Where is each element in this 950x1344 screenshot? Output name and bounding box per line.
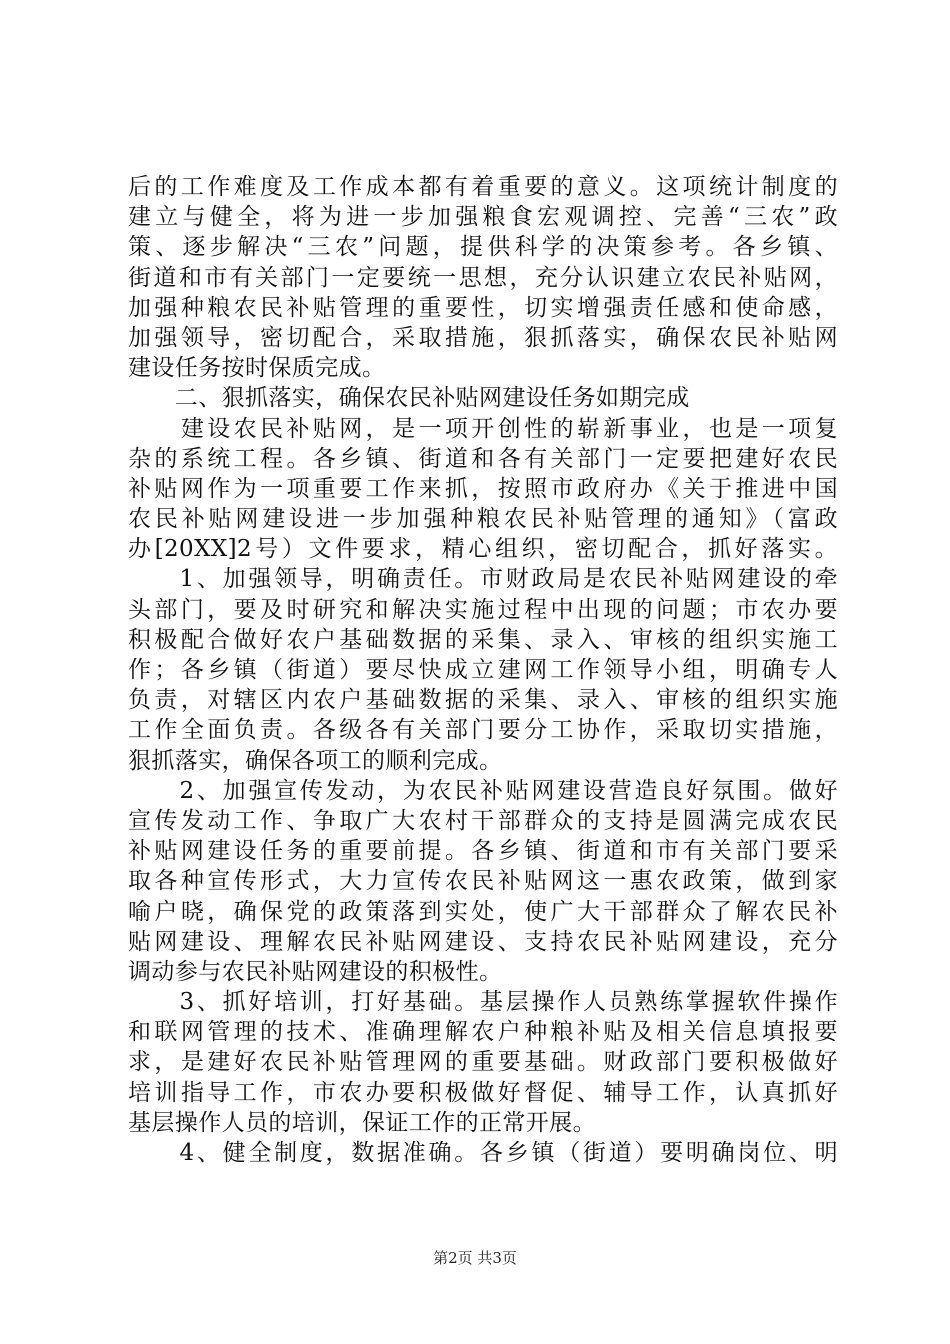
section-heading: 二、狠抓落实，确保农民补贴网建设任务如期完成 (128, 385, 690, 412)
body-text (128, 172, 838, 1168)
text-line: 狠抓落实，确保各项工的顺利完成。 (128, 747, 503, 774)
text-line: 农民补贴网建设进一步加强种粮农民补贴管理的通知》（富政 (128, 506, 838, 533)
text-line: 宣传发动工作、争取广大农村干部群众的支持是圆满完成农民 (128, 807, 838, 834)
text-line: 1、加强领导，明确责任。市财政局是农民补贴网建设的牵 (128, 566, 838, 593)
text-line: 作；各乡镇（街道）要尽快成立建网工作领导小组，明确专人 (128, 657, 838, 683)
text-line: 补贴网作为一项重要工作来抓，按照市政府办《关于推进中国 (128, 475, 838, 502)
text-line: 后的工作难度及工作成本都有着重要的意义。这项统计制度的 (128, 174, 838, 200)
text-line: 负责，对辖区内农户基础数据的采集、录入、审核的组织实施 (128, 687, 838, 714)
text-line: 喻户晓，确保党的政策落到实处，使广大干部群众了解农民补 (128, 898, 838, 925)
text-line: 街道和市有关部门一定要统一思想，充分认识建立农民补贴网， (128, 264, 838, 291)
text-line: 基层操作人员的培训，保证工作的正常开展。 (128, 1109, 596, 1136)
text-line: 调动参与农民补贴网建设的积极性。 (128, 958, 503, 985)
text-line: 头部门，要及时研究和解决实施过程中出现的问题；市农办要 (128, 596, 838, 623)
text-line: 取各种宣传形式，大力宣传农民补贴网这一惠农政策，做到家 (128, 868, 838, 895)
text-line: 建立与健全，将为进一步加强粮食宏观调控、完善“三农”政 (128, 204, 838, 231)
text-line: 积极配合做好农户基础数据的采集、录入、审核的组织实施工 (128, 626, 838, 653)
text-line: 办[20XX]2号）文件要求，精心组织，密切配合，抓好落实。 (128, 536, 838, 563)
page-number-footer: 第2页 共3页 (433, 1249, 517, 1267)
text-line: 建设任务按时保质完成。 (128, 355, 386, 382)
text-line: 贴网建设、理解农民补贴网建设、支持农民补贴网建设，充分 (128, 928, 838, 955)
text-line: 培训指导工作，市农办要积极做好督促、辅导工作，认真抓好 (128, 1079, 838, 1106)
text-line: 求，是建好农民补贴管理网的重要基础。财政部门要积极做好 (128, 1049, 838, 1076)
text-line: 加强领导，密切配合，采取措施，狠抓落实，确保农民补贴网 (128, 324, 838, 351)
text-line: 2、加强宣传发动，为农民补贴网建设营造良好氛围。做好 (128, 777, 838, 804)
text-line: 建设农民补贴网，是一项开创性的崭新事业，也是一项复 (128, 415, 838, 442)
text-line: 加强种粮农民补贴管理的重要性，切实增强责任感和使命感， (128, 294, 838, 321)
text-line: 杂的系统工程。各乡镇、街道和各有关部门一定要把建好农民 (128, 445, 838, 472)
text-line: 策、逐步解决“三农”问题，提供科学的决策参考。各乡镇、 (128, 234, 838, 261)
text-line: 4、健全制度，数据准确。各乡镇（街道）要明确岗位、明 (128, 1140, 838, 1166)
text-line: 工作全面负责。各级各有关部门要分工协作，采取切实措施， (128, 717, 838, 744)
text-line: 补贴网建设任务的重要前提。各乡镇、街道和市有关部门要采 (128, 838, 838, 865)
text-line: 和联网管理的技术、准确理解农户种粮补贴及相关信息填报要 (128, 1019, 838, 1046)
text-line: 3、抓好培训，打好基础。基层操作人员熟练掌握软件操作 (128, 989, 838, 1016)
